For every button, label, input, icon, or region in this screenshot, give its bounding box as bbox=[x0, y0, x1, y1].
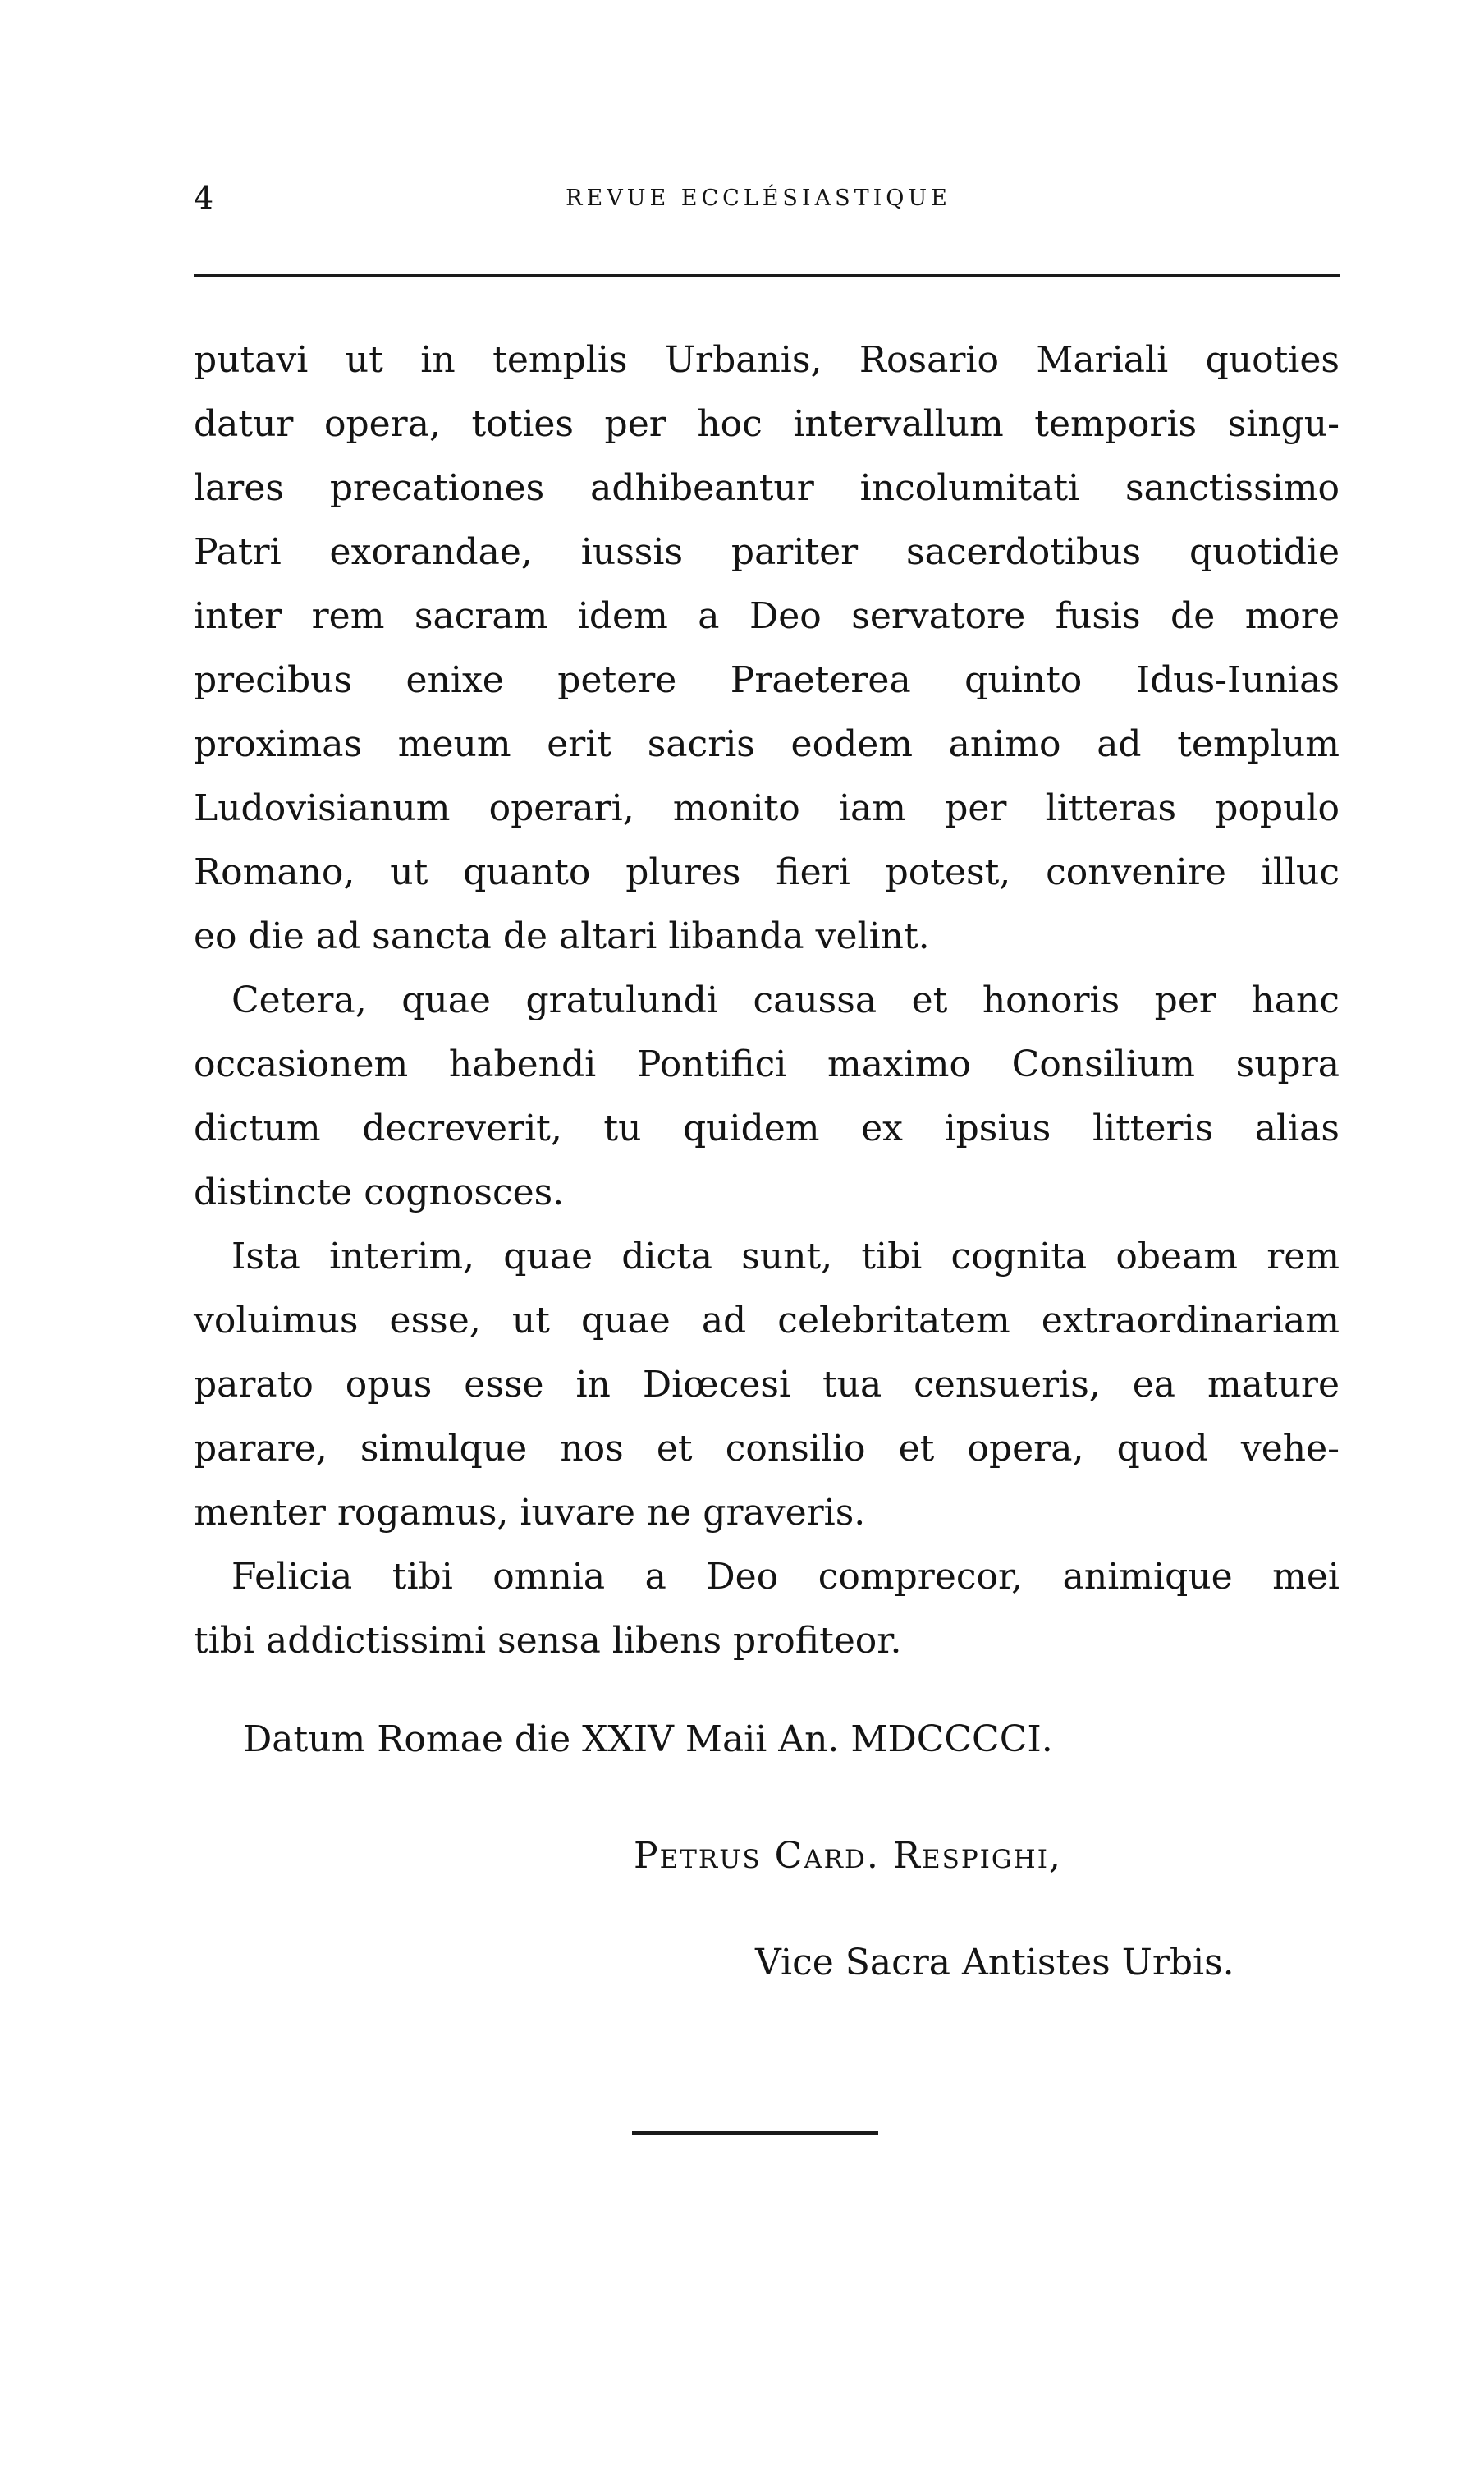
running-head: REVUE ECCLÉSIASTIQUE bbox=[566, 186, 951, 211]
text-line: voluimus esse, ut quae ad celebritatem extraordinariam bbox=[194, 1300, 1340, 1341]
letter-body bbox=[194, 328, 1340, 1673]
text-line: distincte cognosces. bbox=[194, 1172, 565, 1213]
dateline: Datum Romae die XXIV Maii An. MDCCCCI. bbox=[243, 1718, 1053, 1760]
paragraph-3 bbox=[194, 1225, 1340, 1545]
text-line: proximas meum erit sacris eodem animo ad templum bbox=[194, 723, 1340, 765]
text-line: lares precationes adhibeantur incolumitati sanctissimo bbox=[194, 467, 1340, 509]
text-line: parato opus esse in Diœcesi tua censueris, ea mature bbox=[194, 1364, 1340, 1406]
text-line: tibi addictissimi sensa libens profiteor. bbox=[194, 1620, 902, 1662]
paragraph-4 bbox=[194, 1545, 1340, 1673]
text-line: dictum decreverit, tu quidem ex ipsius litteris alias bbox=[194, 1108, 1340, 1149]
text-line: inter rem sacram idem a Deo servatore fusis de more bbox=[194, 595, 1340, 637]
text-line: occasionem habendi Pontifici maximo Consilium supra bbox=[194, 1043, 1340, 1085]
text-line: parare, simulque nos et consilio et opera, quod vehe- bbox=[194, 1428, 1340, 1470]
paragraph-1 bbox=[194, 328, 1340, 969]
text-line: putavi ut in templis Urbanis, Rosario Mariali quoties bbox=[194, 339, 1340, 381]
text-line: Cetera, quae gratulundi caussa et honoris per hanc bbox=[231, 979, 1340, 1021]
text-line: Ludovisianum operari, monito iam per litteras populo bbox=[194, 787, 1340, 829]
header-rule bbox=[194, 274, 1340, 277]
text-line: Patri exorandae, iussis pariter sacerdotibus quotidie bbox=[194, 531, 1340, 573]
end-rule bbox=[632, 2131, 878, 2135]
signature-title: Vice Sacra Antistes Urbis. bbox=[755, 1942, 1234, 1984]
text-line: Romano, ut quanto plures fieri potest, convenire illuc bbox=[194, 851, 1340, 893]
page-number: 4 bbox=[194, 180, 214, 216]
signature-name: Petrus Card. Respighi, bbox=[634, 1835, 1062, 1877]
text-line: precibus enixe petere Praeterea quinto Idus-Iunias bbox=[194, 659, 1340, 701]
text-line: menter rogamus, iuvare ne graveris. bbox=[194, 1492, 866, 1534]
text-line: Ista interim, quae dicta sunt, tibi cognita obeam rem bbox=[231, 1236, 1340, 1277]
text-line: Felicia tibi omnia a Deo comprecor, animique mei bbox=[231, 1556, 1340, 1598]
text-line: eo die ad sancta de altari libanda velint. bbox=[194, 915, 930, 957]
paragraph-2 bbox=[194, 969, 1340, 1225]
text-line: datur opera, toties per hoc intervallum temporis singu- bbox=[194, 403, 1340, 445]
